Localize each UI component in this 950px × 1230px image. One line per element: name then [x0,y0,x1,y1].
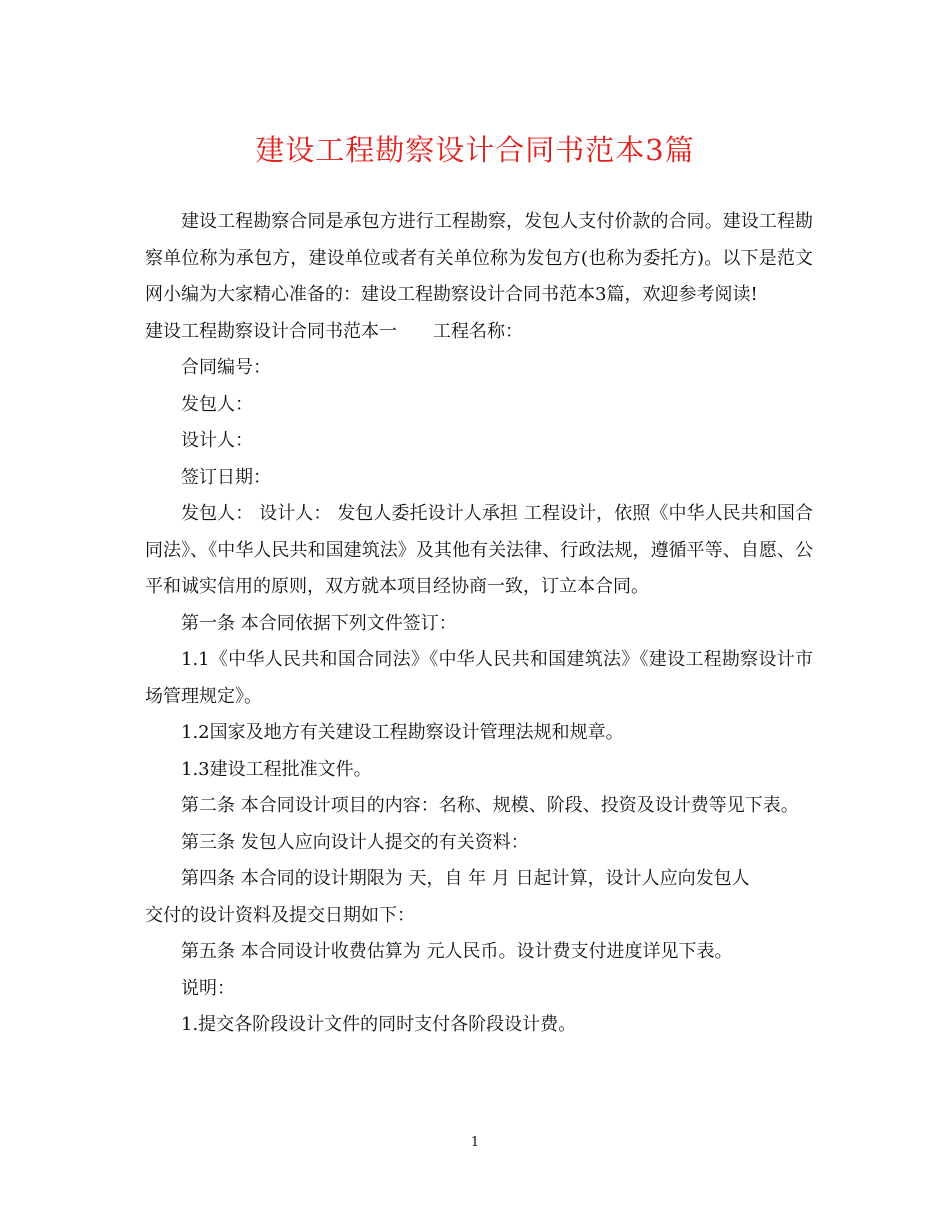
article-1-3: 1.3建设工程批准文件。 [181,758,372,780]
article-2: 第二条 本合同设计项目的内容：名称、规模、阶段、投资及设计费等见下表。 [181,795,799,816]
sample-heading-line [145,314,813,351]
article-3: 第三条 发包人应向设计人提交的有关资料： [181,831,529,853]
article-1: 第一条 本合同依据下列文件签订： [181,612,457,634]
page-number: 1 [470,1135,480,1150]
intro-paragraph: 建设工程勘察合同是承包方进行工程勘察，发包人支付价款的合同。建设工程勘察单位称为承包方，建设单位或者有关单位称为发包方(也称为委托方)。以下是范文网小编为大家精心准备的：建设工程勘察设计合同书范本3篇，欢迎参考阅读! [145,211,813,305]
sign-date-label: 签订日期： [181,466,271,488]
contract-no-label: 合同编号： [181,357,271,378]
note-label: 说明： [181,977,235,999]
article-4-line-2: 交付的设计资料及提交日期如下： [145,904,415,926]
project-name-label: 工程名称： [433,320,523,342]
article-1-1: 1.1《中华人民共和国合同法》《中华人民共和国建筑法》《建设工程勘察设计市场管理规定》。 [145,649,813,707]
note-item-1: 1.提交各阶段设计文件的同时支付各阶段设计费。 [181,1014,577,1035]
sample-heading: 建设工程勘察设计合同书范本一 [145,320,397,342]
article-5: 第五条 本合同设计收费估算为 元人民币。设计费支付进度详见下表。 [181,941,733,962]
employer-label: 发包人： [181,393,253,415]
preamble-paragraph: 发包人： 设计人： 发包人委托设计人承担 工程设计，依照《中华人民共和国合同法》、《中华人民共和国建筑法》及其他有关法律、行政法规，遵循平等、自愿、公平和诚实信用的原则，双方就本项目经协商一致，订立本合同。 [145,503,813,597]
article-4-line-1: 第四条 本合同的设计期限为 天，自 年 月 日起计算，设计人应向发包人 [181,868,750,889]
article-1-2: 1.2国家及地方有关建设工程勘察设计管理法规和规章。 [181,722,624,743]
page-title: 建设工程勘察设计合同书范本3篇 [255,133,695,167]
designer-label: 设计人： [181,430,253,451]
document-body [145,204,813,1044]
